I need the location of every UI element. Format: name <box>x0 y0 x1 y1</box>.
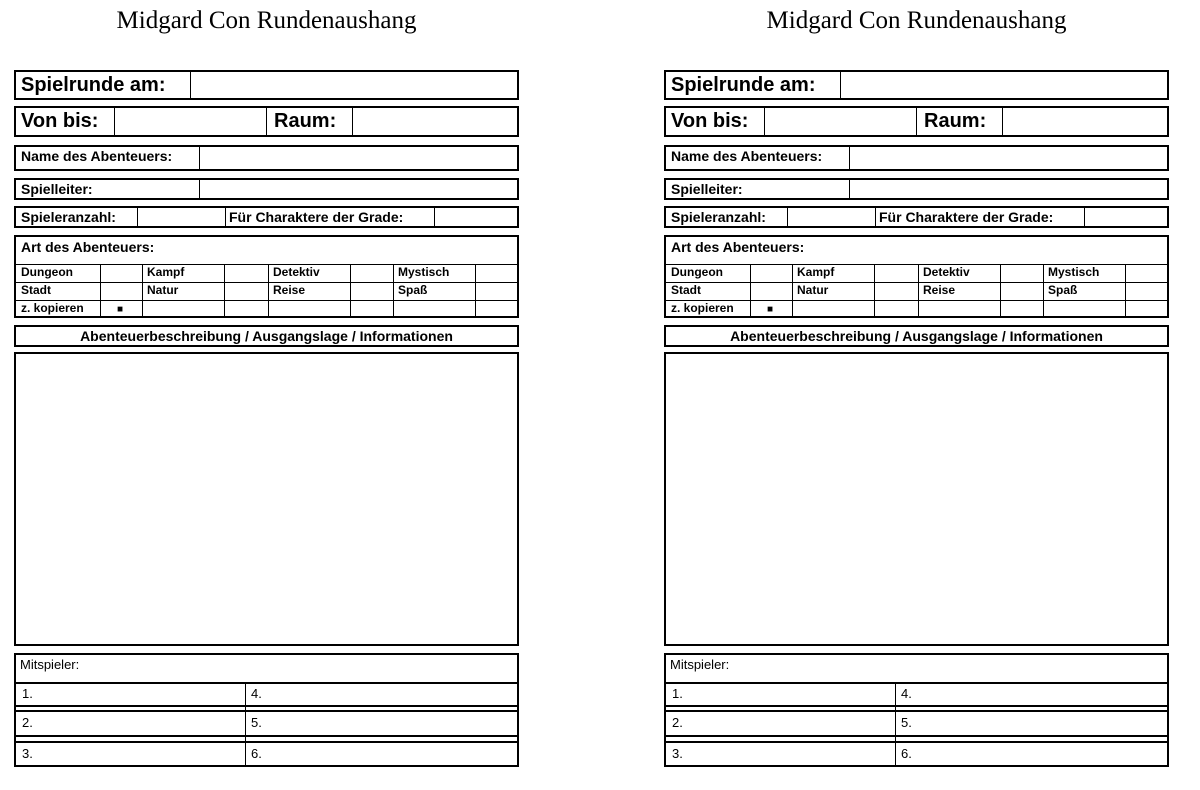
player-count-label: Spieleranzahl: <box>21 209 116 225</box>
divider <box>1084 208 1085 226</box>
grid-line <box>666 705 1167 707</box>
form-sheet-right <box>664 0 1169 790</box>
description-header: Abenteuerbeschreibung / Ausgangslage / Informationen <box>80 328 453 344</box>
grid-line <box>16 735 517 737</box>
description-header-row <box>14 325 519 347</box>
copy-checkbox[interactable]: ■ <box>767 304 774 315</box>
players-label: Mitspieler: <box>670 657 730 672</box>
divider <box>475 264 476 316</box>
gm-label: Spielleiter: <box>21 181 93 197</box>
divider <box>268 264 269 316</box>
copy-label: z. kopieren <box>671 301 734 315</box>
divider <box>918 264 919 316</box>
divider <box>895 682 896 765</box>
player-slot-6[interactable]: 6. <box>901 746 912 761</box>
session-label: Spielrunde am: <box>21 74 166 96</box>
type-kampf-label: Kampf <box>147 265 185 279</box>
grid-line <box>666 282 1167 283</box>
adventure-name-row <box>664 145 1169 171</box>
player-slot-1[interactable]: 1. <box>22 686 33 701</box>
divider <box>849 147 850 169</box>
adventure-name-label: Name des Abenteuers: <box>21 148 173 164</box>
player-slot-6[interactable]: 6. <box>251 746 262 761</box>
divider <box>245 682 246 765</box>
time-label: Von bis: <box>21 110 99 132</box>
divider <box>100 264 101 316</box>
adventure-name-label: Name des Abenteuers: <box>671 148 823 164</box>
divider <box>1002 108 1003 135</box>
player-count-row <box>664 206 1169 228</box>
player-slot-3[interactable]: 3. <box>672 746 683 761</box>
room-label: Raum: <box>924 110 987 132</box>
divider <box>137 208 138 226</box>
time-label: Von bis: <box>671 110 749 132</box>
session-row <box>14 70 519 100</box>
divider <box>849 180 850 198</box>
copy-label: z. kopieren <box>21 301 84 315</box>
type-spass-label: Spaß <box>398 283 428 297</box>
room-field[interactable] <box>1004 108 1167 135</box>
copy-checkbox[interactable]: ■ <box>117 304 124 315</box>
player-slot-3[interactable]: 3. <box>22 746 33 761</box>
room-label: Raum: <box>274 110 337 132</box>
adventure-type-section <box>664 235 1169 318</box>
grades-label: Für Charaktere der Grade: <box>879 209 1054 225</box>
time-field[interactable] <box>766 108 916 135</box>
type-reise-label: Reise <box>273 283 306 297</box>
gm-label: Spielleiter: <box>671 181 743 197</box>
type-natur-label: Natur <box>147 283 179 297</box>
divider <box>114 108 115 135</box>
divider <box>199 180 200 198</box>
grid-line <box>16 710 517 712</box>
player-count-row <box>14 206 519 228</box>
divider <box>840 72 841 98</box>
player-slot-2[interactable]: 2. <box>672 715 683 730</box>
grades-label: Für Charaktere der Grade: <box>229 209 404 225</box>
form-sheet-left <box>14 0 519 790</box>
player-count-label: Spieleranzahl: <box>671 209 766 225</box>
gm-row <box>14 178 519 200</box>
player-slot-5[interactable]: 5. <box>901 715 912 730</box>
divider <box>750 264 751 316</box>
session-row <box>664 70 1169 100</box>
divider <box>190 72 191 98</box>
divider <box>875 208 876 226</box>
grid-line <box>16 682 517 684</box>
divider <box>916 108 917 135</box>
grid-line <box>666 300 1167 301</box>
player-count-field[interactable] <box>789 208 875 226</box>
player-slot-4[interactable]: 4. <box>901 686 912 701</box>
adventure-name-field[interactable] <box>851 147 1167 169</box>
gm-field[interactable] <box>851 180 1167 198</box>
grid-line <box>666 682 1167 684</box>
grid-line <box>16 282 517 283</box>
session-field[interactable] <box>842 72 1167 98</box>
players-section <box>14 653 519 767</box>
player-slot-5[interactable]: 5. <box>251 715 262 730</box>
grid-line <box>666 741 1167 743</box>
divider <box>142 264 143 316</box>
session-label: Spielrunde am: <box>671 74 816 96</box>
divider <box>764 108 765 135</box>
divider <box>434 208 435 226</box>
type-detektiv-label: Detektiv <box>273 265 320 279</box>
type-dungeon-label: Dungeon <box>21 265 73 279</box>
time-room-row <box>664 106 1169 137</box>
type-kampf-label: Kampf <box>797 265 835 279</box>
session-field[interactable] <box>192 72 517 98</box>
time-room-row <box>14 106 519 137</box>
grid-line <box>666 710 1167 712</box>
room-field[interactable] <box>354 108 517 135</box>
player-slot-2[interactable]: 2. <box>22 715 33 730</box>
grid-line <box>16 300 517 301</box>
divider <box>350 264 351 316</box>
type-spass-label: Spaß <box>1048 283 1078 297</box>
description-header: Abenteuerbeschreibung / Ausgangslage / Informationen <box>730 328 1103 344</box>
divider <box>266 108 267 135</box>
gm-field[interactable] <box>201 180 517 198</box>
divider <box>225 208 226 226</box>
grid-line <box>666 735 1167 737</box>
player-slot-4[interactable]: 4. <box>251 686 262 701</box>
type-mystisch-label: Mystisch <box>398 265 450 279</box>
type-detektiv-label: Detektiv <box>923 265 970 279</box>
divider <box>787 208 788 226</box>
divider <box>792 264 793 316</box>
players-section <box>664 653 1169 767</box>
adventure-name-field[interactable] <box>201 147 517 169</box>
type-reise-label: Reise <box>923 283 956 297</box>
description-field[interactable] <box>664 352 1169 646</box>
divider <box>224 264 225 316</box>
adventure-type-label: Art des Abenteuers: <box>671 239 805 255</box>
adventure-type-section <box>14 235 519 318</box>
divider <box>352 108 353 135</box>
type-dungeon-label: Dungeon <box>671 265 723 279</box>
players-label: Mitspieler: <box>20 657 80 672</box>
divider <box>874 264 875 316</box>
type-stadt-label: Stadt <box>21 283 51 297</box>
type-stadt-label: Stadt <box>671 283 701 297</box>
description-header-row <box>664 325 1169 347</box>
time-field[interactable] <box>116 108 266 135</box>
description-field[interactable] <box>14 352 519 646</box>
adventure-name-row <box>14 145 519 171</box>
gm-row <box>664 178 1169 200</box>
adventure-type-label: Art des Abenteuers: <box>21 239 155 255</box>
player-slot-1[interactable]: 1. <box>672 686 683 701</box>
grades-field[interactable] <box>1086 208 1167 226</box>
grades-field[interactable] <box>436 208 517 226</box>
divider <box>199 147 200 169</box>
grid-line <box>16 705 517 707</box>
divider <box>393 264 394 316</box>
divider <box>1043 264 1044 316</box>
type-mystisch-label: Mystisch <box>1048 265 1100 279</box>
player-count-field[interactable] <box>139 208 225 226</box>
form-title: Midgard Con Rundenaushang <box>116 7 417 34</box>
grid-line <box>16 741 517 743</box>
form-title: Midgard Con Rundenaushang <box>766 7 1067 34</box>
divider <box>1000 264 1001 316</box>
divider <box>1125 264 1126 316</box>
type-natur-label: Natur <box>797 283 829 297</box>
